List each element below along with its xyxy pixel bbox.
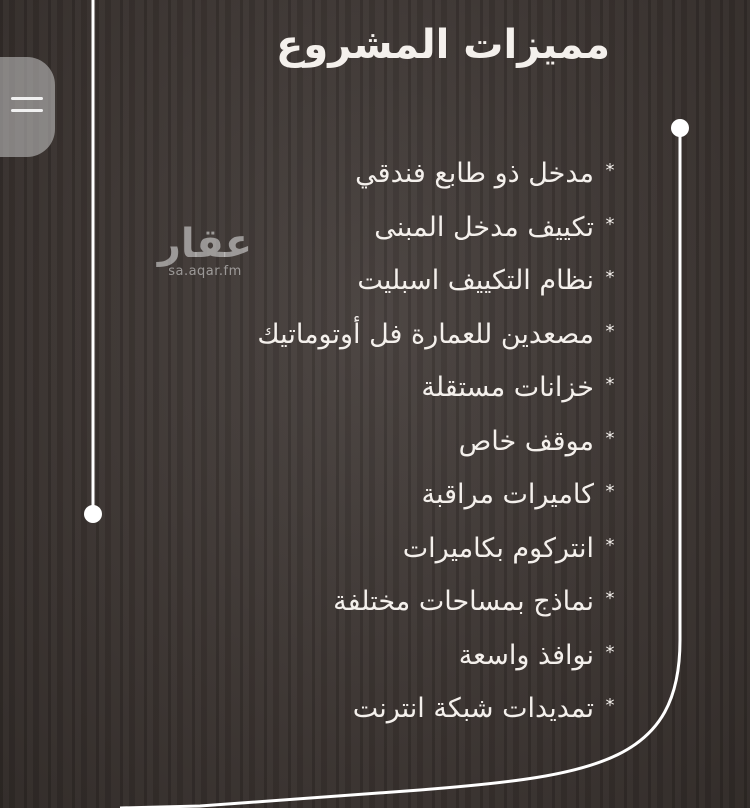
feature-text: تكييف مدخل المبنى (374, 211, 594, 243)
bullet-star-icon: * (605, 374, 615, 396)
bullet-star-icon: * (605, 534, 615, 556)
page-title: مميزات المشروع (276, 22, 610, 68)
feature-text: خزانات مستقلة (421, 372, 594, 404)
bullet-star-icon: * (605, 427, 615, 449)
bullet-star-icon: * (605, 641, 615, 663)
feature-text: مدخل ذو طابع فندقي (355, 158, 594, 190)
feature-text: نظام التكييف اسبليت (357, 265, 594, 297)
bullet-star-icon: * (605, 213, 615, 235)
bullet-star-icon: * (605, 160, 615, 182)
feature-item (160, 629, 620, 683)
left-line-dot (84, 505, 102, 523)
feature-item (160, 468, 620, 522)
hamburger-menu-icon (11, 97, 43, 121)
menu-button[interactable] (0, 57, 55, 157)
feature-text: تمديدات شبكة انترنت (352, 693, 594, 725)
feature-text: موقف خاص (458, 425, 594, 457)
features-list (160, 147, 620, 736)
feature-item (160, 361, 620, 415)
feature-item (160, 308, 620, 362)
bullet-star-icon: * (605, 481, 615, 503)
bullet-star-icon: * (605, 695, 615, 717)
bullet-star-icon: * (605, 320, 615, 342)
bullet-star-icon: * (605, 588, 615, 610)
feature-item (160, 147, 620, 201)
bullet-star-icon: * (605, 267, 615, 289)
feature-item (160, 575, 620, 629)
feature-text: نوافذ واسعة (458, 639, 594, 671)
feature-item (160, 415, 620, 469)
feature-text: نماذج بمساحات مختلفة (333, 586, 594, 618)
watermark-logo: عقار (157, 221, 253, 267)
feature-text: انتركوم بكاميرات (402, 532, 594, 564)
feature-item (160, 682, 620, 736)
feature-item (160, 201, 620, 255)
right-line-dot (671, 119, 689, 137)
feature-item (160, 254, 620, 308)
watermark-url: sa.aqar.fm (168, 264, 242, 279)
feature-text: كاميرات مراقبة (421, 479, 594, 511)
feature-item (160, 522, 620, 576)
feature-text: مصعدين للعمارة فل أوتوماتيك (257, 318, 594, 350)
